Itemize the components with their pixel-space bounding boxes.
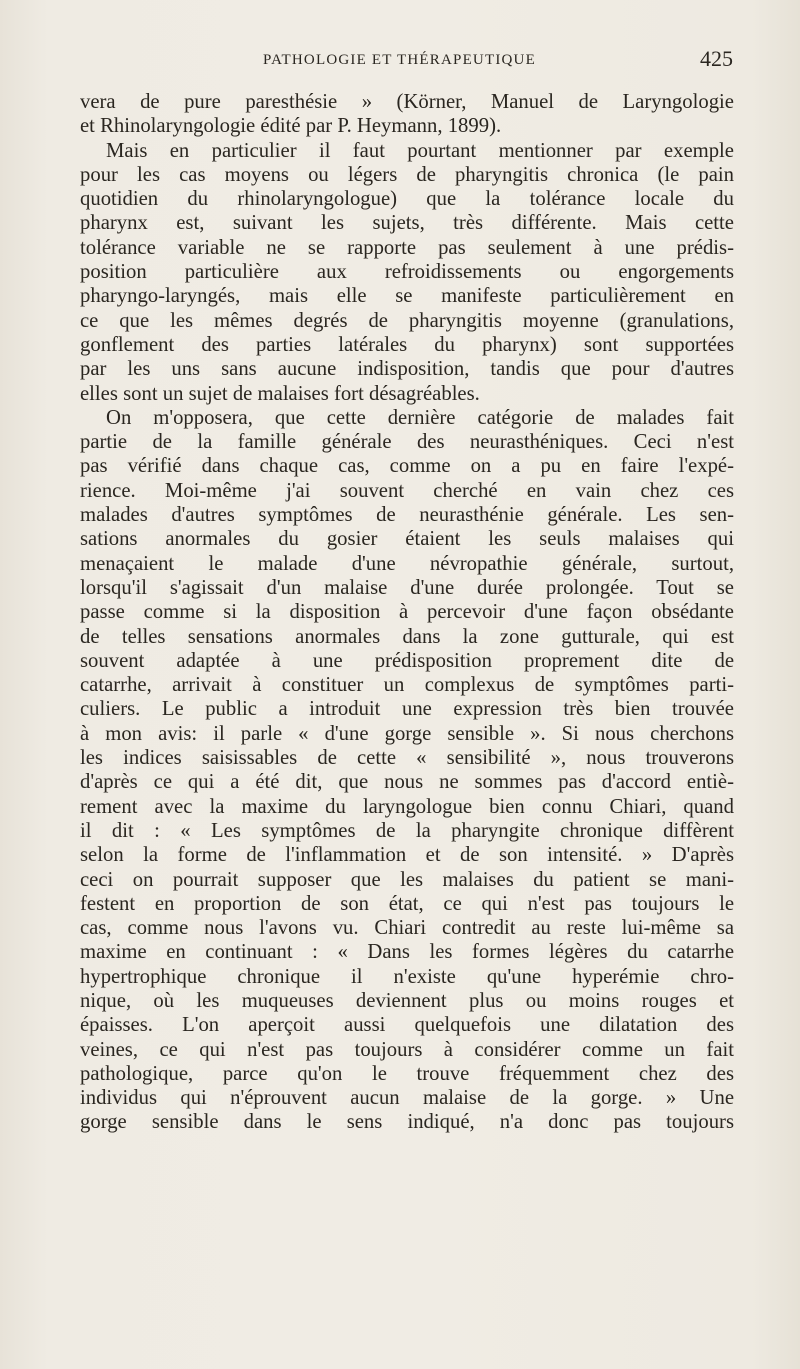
text-line: festent en proportion de son état, ce qui n'est pas toujours le <box>80 892 734 915</box>
text-line: gorge sensible dans le sens indiqué, n'a donc pas toujours <box>80 1111 734 1134</box>
text-line: position particulière aux refroidissements ou engorgements <box>80 261 734 284</box>
text-line: et Rhinolaryngologie édité par P. Heymann, 1899). <box>80 115 502 138</box>
text-line: vera de pure paresthésie » (Körner, Manuel de Laryngologie <box>80 91 734 113</box>
text-line: On m'opposera, que cette dernière catégorie de malades fait <box>106 406 734 429</box>
text-line: maxime en continuant : « Dans les formes légères du catarrhe <box>80 941 734 964</box>
text-line: catarrhe, arrivait à constituer un complexus de symptômes parti- <box>80 674 734 697</box>
text-line: hypertrophique chronique il n'existe qu'une hyperémie chro- <box>80 965 734 988</box>
text-line: souvent adaptée à une prédisposition proprement dite de <box>80 649 734 672</box>
text-line: malades d'autres symptômes de neurasthénie générale. Les sen- <box>80 504 734 527</box>
text-line: pas vérifié dans chaque cas, comme on a pu en faire l'expé- <box>80 455 734 478</box>
page-number: 425 <box>700 46 733 71</box>
text-line: selon la forme de l'inflammation et de son intensité. » D'après <box>80 844 734 867</box>
body-text <box>80 90 734 1135</box>
text-line: ceci on pourrait supposer que les malaises du patient se mani- <box>80 868 734 891</box>
text-line: à mon avis: il parle « d'une gorge sensible ». Si nous cherchons <box>80 722 734 745</box>
text-line: tolérance variable ne se rapporte pas seulement à une prédis- <box>80 236 734 259</box>
text-line: partie de la famille générale des neurasthéniques. Ceci n'est <box>80 431 734 454</box>
text-line: rement avec la maxime du laryngologue bien connu Chiari, quand <box>80 795 734 818</box>
text-line: épaisses. L'on aperçoit aussi quelquefois une dilatation des <box>80 1014 734 1037</box>
text-line: quotidien du rhinolaryngologue) que la tolérance locale du <box>80 188 734 211</box>
text-line: il dit : « Les symptômes de la pharyngite chronique diffèrent <box>80 819 734 842</box>
text-line: elles sont un sujet de malaises fort désagréables. <box>80 382 480 405</box>
text-line: lorsqu'il s'agissait d'un malaise d'une durée prolongée. Tout se <box>80 576 734 599</box>
text-line: par les uns sans aucune indisposition, tandis que pour d'autres <box>80 358 734 381</box>
text-line: d'après ce qui a été dit, que nous ne sommes pas d'accord entiè- <box>80 771 734 794</box>
running-title: PATHOLOGIE ET THÉRAPEUTIQUE <box>263 52 536 68</box>
text-line: ce que les mêmes degrés de pharyngitis moyenne (granulations, <box>80 309 734 332</box>
text-line: sations anormales du gosier étaient les seuls malaises qui <box>80 528 734 551</box>
text-line: cas, comme nous l'avons vu. Chiari contredit au reste lui-même sa <box>80 917 734 940</box>
text-line: de telles sensations anormales dans la zone gutturale, qui est <box>80 625 734 648</box>
text-line: culiers. Le public a introduit une expression très bien trouvée <box>80 698 734 721</box>
text-line: passe comme si la disposition à percevoir d'une façon obsédante <box>80 601 734 624</box>
text-line: gonflement des parties latérales du pharynx) sont supportées <box>80 333 734 356</box>
text-line: pour les cas moyens ou légers de pharyngitis chronica (le pain <box>80 163 734 186</box>
text-line: individus qui n'éprouvent aucun malaise de la gorge. » Une <box>80 1087 734 1110</box>
text-line: nique, où les muqueuses deviennent plus ou moins rouges et <box>80 989 734 1012</box>
text-line: menaçaient le malade d'une névropathie générale, surtout, <box>80 552 734 575</box>
text-line: rience. Moi-même j'ai souvent cherché en vain chez ces <box>80 479 734 502</box>
page-header <box>78 44 733 84</box>
text-line: Mais en particulier il faut pourtant mentionner par exemple <box>106 139 734 162</box>
text-line: pathologique, parce qu'on le trouve fréquemment chez des <box>80 1062 734 1085</box>
text-line: veines, ce qui n'est pas toujours à considérer comme un fait <box>80 1038 734 1061</box>
text-line: pharynx est, suivant les sujets, très différente. Mais cette <box>80 212 734 235</box>
text-line: les indices saisissables de cette « sensibilité », nous trouverons <box>80 747 734 770</box>
text-line: pharyngo-laryngés, mais elle se manifeste particulièrement en <box>80 285 734 308</box>
